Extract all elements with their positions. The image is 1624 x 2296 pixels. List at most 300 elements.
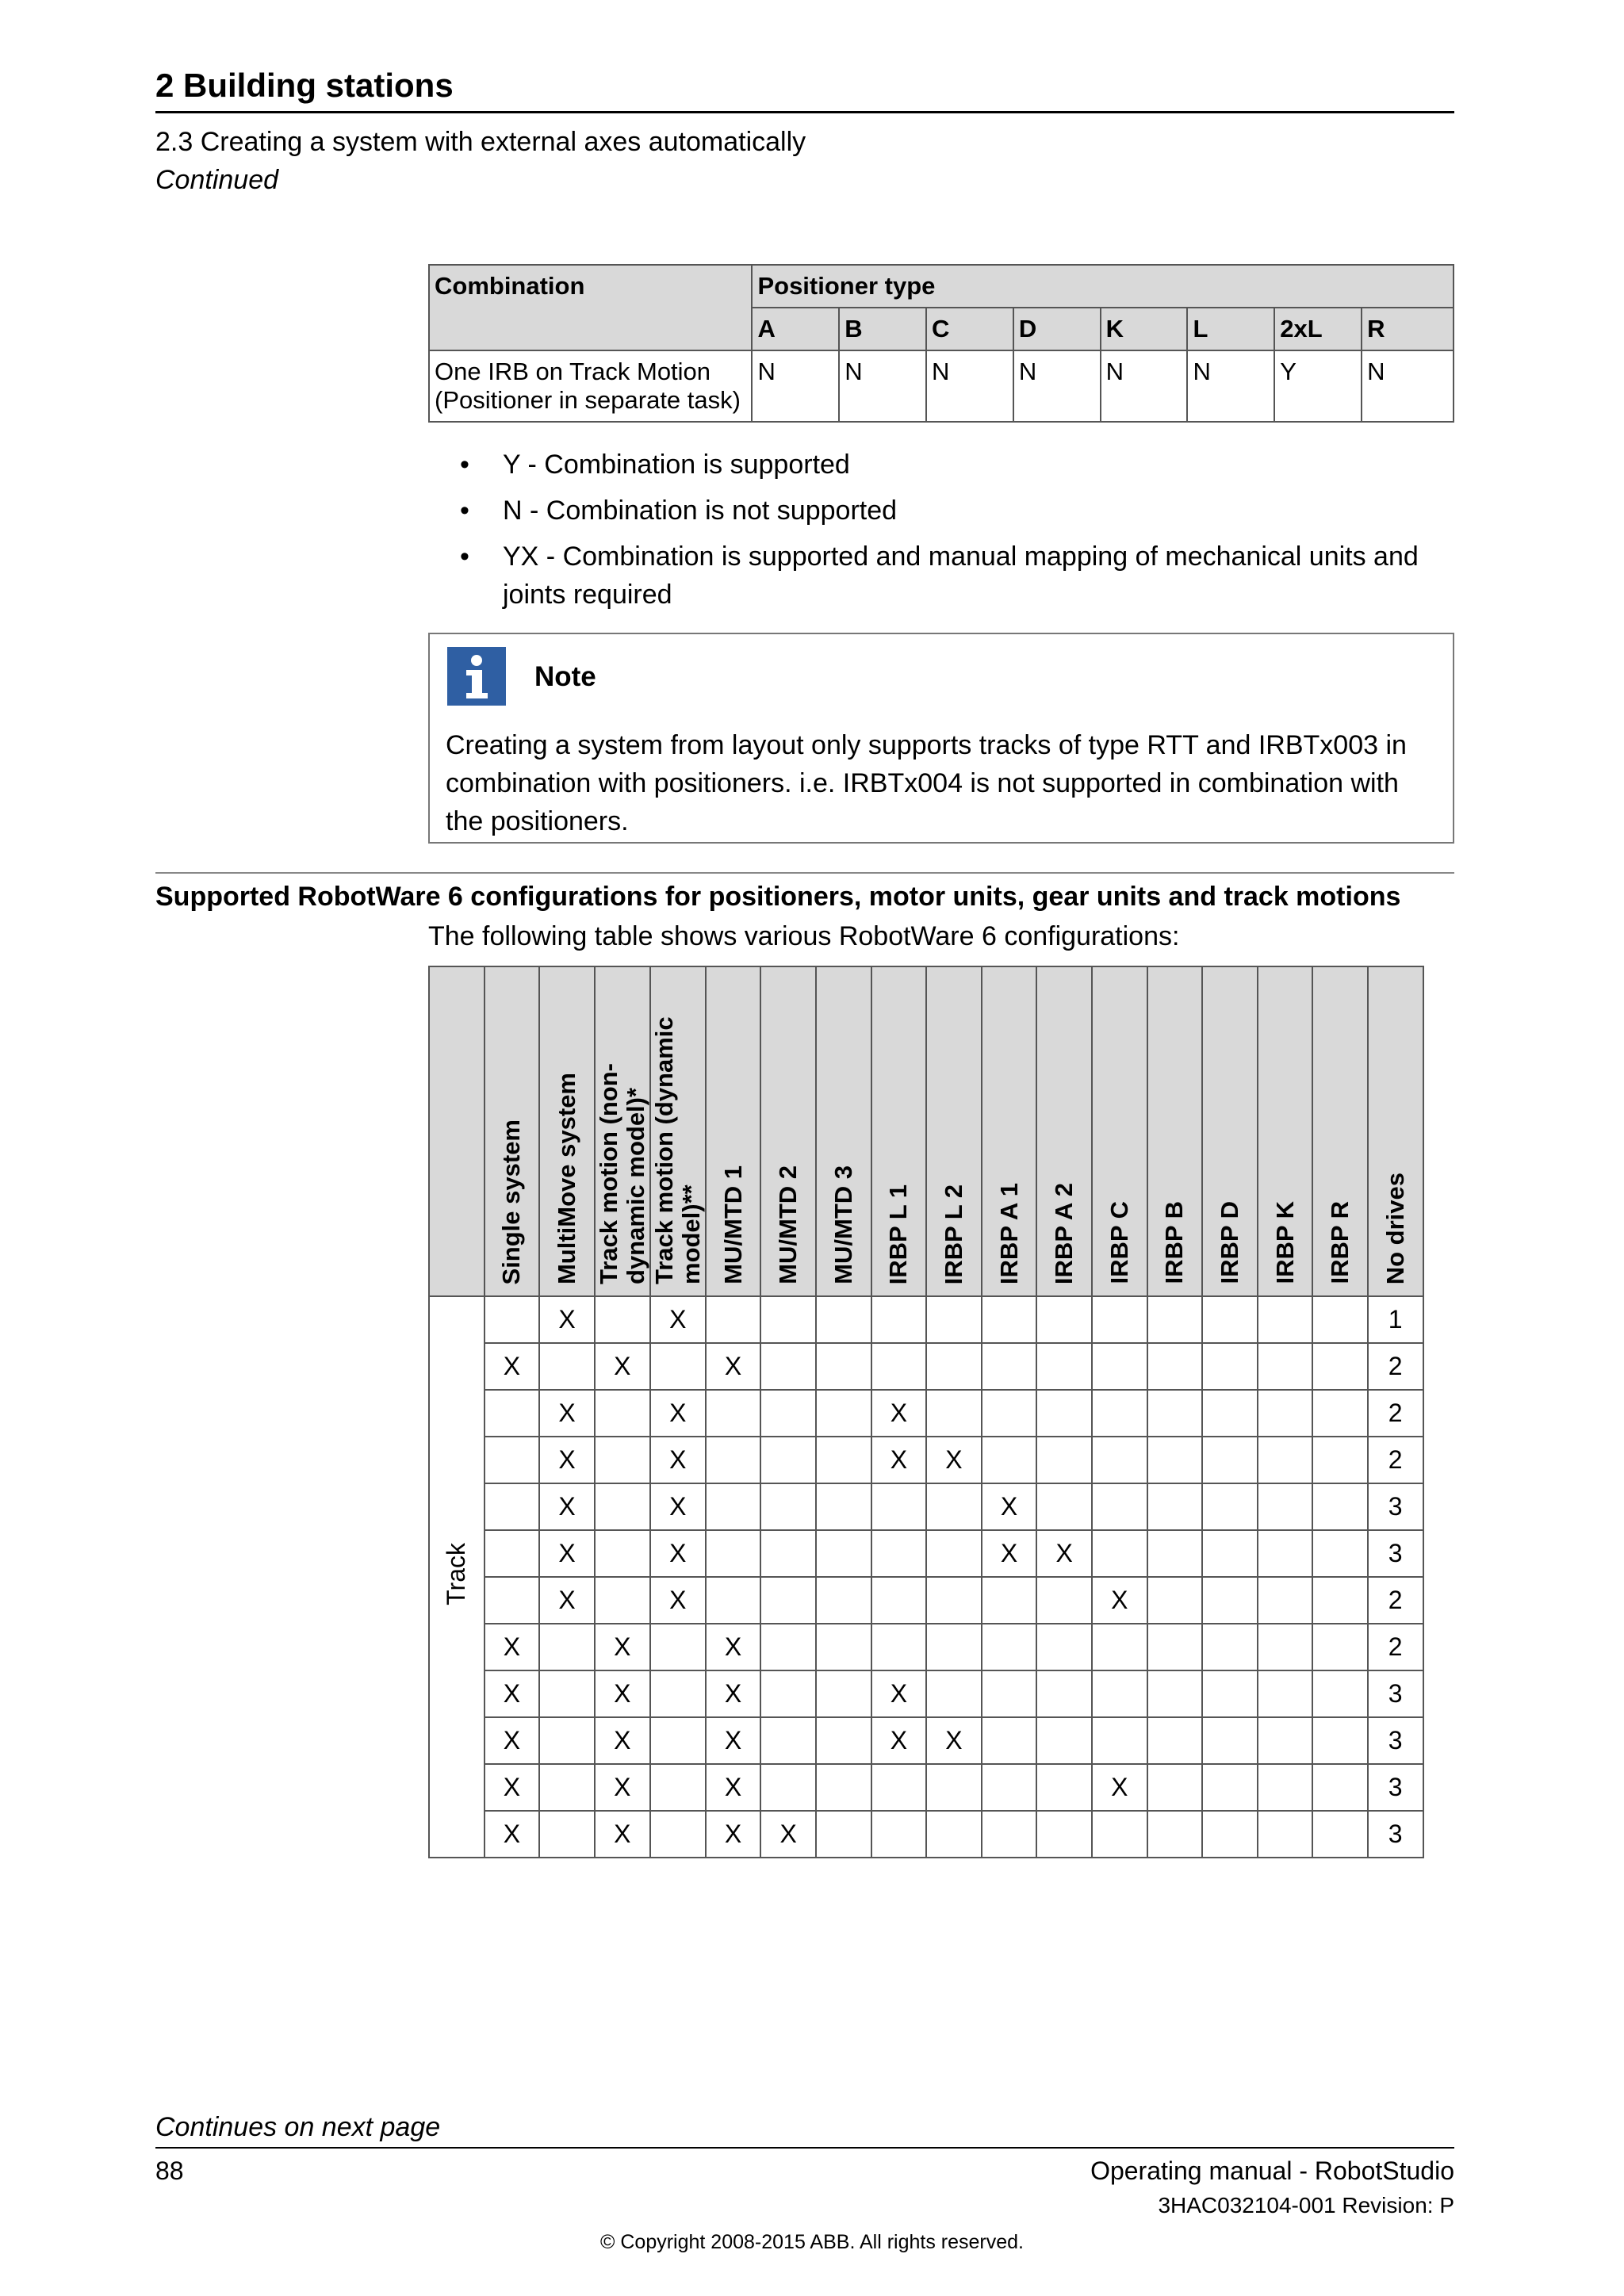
table-cell — [1147, 1577, 1203, 1624]
table-cell: 3 — [1368, 1483, 1423, 1530]
table-cell: Y — [1274, 350, 1362, 422]
table-cell — [1036, 1764, 1092, 1811]
table-cell — [1092, 1390, 1147, 1437]
table-cell — [926, 1577, 982, 1624]
table-cell — [485, 1530, 540, 1577]
table-cell — [926, 1530, 982, 1577]
column-header: L — [1187, 308, 1274, 350]
table-cell — [871, 1764, 927, 1811]
table-cell: X — [650, 1530, 706, 1577]
table-cell — [595, 1390, 650, 1437]
column-header — [816, 966, 871, 1296]
table-cell — [595, 1577, 650, 1624]
table-cell — [816, 1624, 871, 1670]
column-header — [650, 966, 706, 1296]
table-cell — [485, 1296, 540, 1343]
table-cell — [816, 1343, 871, 1390]
column-header — [1202, 966, 1258, 1296]
column-header: K — [1101, 308, 1188, 350]
table-cell — [1092, 1811, 1147, 1858]
copyright: © Copyright 2008-2015 ABB. All rights reserved. — [600, 2231, 1024, 2253]
table-cell — [1036, 1624, 1092, 1670]
table-cell — [650, 1670, 706, 1717]
table-cell — [595, 1483, 650, 1530]
table-cell — [871, 1577, 927, 1624]
table-cell: X — [1036, 1530, 1092, 1577]
table-cell — [760, 1530, 816, 1577]
table-cell — [1147, 1437, 1203, 1483]
table-cell — [485, 1390, 540, 1437]
table-cell: X — [982, 1530, 1037, 1577]
column-header — [595, 966, 650, 1296]
column-header-text: IRBP K — [1270, 1201, 1299, 1284]
column-header: R — [1362, 308, 1454, 350]
table-row — [429, 1296, 1423, 1343]
table-cell — [1036, 1296, 1092, 1343]
column-header — [1147, 966, 1203, 1296]
table-cell — [1202, 1670, 1258, 1717]
table-cell — [706, 1437, 761, 1483]
table-cell — [650, 1624, 706, 1670]
table-cell — [816, 1296, 871, 1343]
table-cell: X — [595, 1764, 650, 1811]
table-cell: 3 — [1368, 1811, 1423, 1858]
table-cell: X — [595, 1624, 650, 1670]
table-cell — [1258, 1624, 1313, 1670]
column-header-text: No drives — [1381, 1172, 1409, 1284]
table-cell: X — [706, 1670, 761, 1717]
table-cell: X — [871, 1437, 927, 1483]
table-cell — [650, 1811, 706, 1858]
table-cell — [982, 1624, 1037, 1670]
column-header — [926, 966, 982, 1296]
table-row — [429, 1343, 1423, 1390]
column-header: D — [1013, 308, 1101, 350]
table-cell — [926, 1296, 982, 1343]
table-cell — [982, 1437, 1037, 1483]
list-item-text: N - Combination is not supported — [503, 496, 898, 526]
row-label-line: One IRB on Track Motion — [435, 358, 711, 385]
table-cell: X — [1092, 1764, 1147, 1811]
group-label-cell — [429, 1296, 485, 1858]
table-cell — [1312, 1577, 1368, 1624]
table-cell: X — [539, 1437, 595, 1483]
table-cell — [539, 1624, 595, 1670]
table-cell: X — [926, 1437, 982, 1483]
column-header-text: IRBP L 1 — [884, 1184, 913, 1284]
table-cell — [982, 1577, 1037, 1624]
table-cell — [1147, 1296, 1203, 1343]
table-cell — [816, 1811, 871, 1858]
table-cell — [871, 1343, 927, 1390]
table-row — [429, 1437, 1423, 1483]
table-cell — [1036, 1483, 1092, 1530]
table-cell — [1147, 1811, 1203, 1858]
table-cell — [1147, 1624, 1203, 1670]
table-cell: X — [595, 1717, 650, 1764]
table-cell — [1092, 1530, 1147, 1577]
table-cell — [982, 1670, 1037, 1717]
bullet-icon: • — [460, 541, 469, 572]
table-cell — [650, 1764, 706, 1811]
column-header: B — [839, 308, 926, 350]
table-cell — [760, 1483, 816, 1530]
table-cell — [1202, 1717, 1258, 1764]
section-heading: Supported RobotWare 6 configurations for positioners, motor units, gear units and track motions — [155, 882, 1401, 912]
column-header-text: MU/MTD 3 — [829, 1165, 857, 1284]
column-header — [871, 966, 927, 1296]
page-number: 88 — [155, 2156, 184, 2185]
table-cell: X — [485, 1764, 540, 1811]
table-cell: X — [539, 1577, 595, 1624]
positioner-type-header: Positioner type — [752, 265, 1454, 308]
table-cell — [1202, 1343, 1258, 1390]
bullet-icon: • — [460, 450, 469, 480]
table-cell — [1202, 1296, 1258, 1343]
note-body: Creating a system from layout only supports tracks of type RTT and IRBTx003 in combination with positioners. i.e. IRBTx004 is not supported in combination with the positioners. — [446, 730, 1407, 836]
table-cell — [1092, 1483, 1147, 1530]
table-cell: 1 — [1368, 1296, 1423, 1343]
column-header: C — [926, 308, 1013, 350]
table-cell: X — [871, 1717, 927, 1764]
robotware-configuration-table — [428, 966, 1424, 1858]
table-cell — [926, 1343, 982, 1390]
column-header: 2xL — [1274, 308, 1362, 350]
table-cell: X — [539, 1483, 595, 1530]
table-cell — [760, 1343, 816, 1390]
table-cell — [539, 1764, 595, 1811]
table-cell: X — [485, 1343, 540, 1390]
column-header-text: IRBP A 2 — [1050, 1182, 1078, 1284]
table-cell — [871, 1296, 927, 1343]
table-cell — [1092, 1437, 1147, 1483]
table-row — [429, 1530, 1423, 1577]
column-header — [1092, 966, 1147, 1296]
table-cell: X — [650, 1577, 706, 1624]
table-cell — [982, 1343, 1037, 1390]
table-cell: N — [1362, 350, 1454, 422]
chapter-title: 2 Building stations — [155, 67, 454, 104]
column-header-text: MU/MTD 2 — [774, 1165, 802, 1284]
section-rule — [155, 872, 1454, 874]
column-header-text: IRBP A 1 — [994, 1182, 1023, 1284]
table-cell — [650, 1717, 706, 1764]
table-cell — [1258, 1296, 1313, 1343]
table-cell: X — [485, 1717, 540, 1764]
table-cell — [1202, 1483, 1258, 1530]
table-cell: X — [706, 1764, 761, 1811]
table-cell: 3 — [1368, 1670, 1423, 1717]
table-cell — [926, 1624, 982, 1670]
table-cell: 2 — [1368, 1343, 1423, 1390]
column-header: A — [752, 308, 839, 350]
row-label — [429, 350, 752, 422]
table-cell: X — [650, 1483, 706, 1530]
table-cell: 3 — [1368, 1717, 1423, 1764]
list-item-text: Y - Combination is supported — [503, 450, 850, 480]
table-cell — [1147, 1717, 1203, 1764]
table-cell — [816, 1764, 871, 1811]
table-cell — [595, 1296, 650, 1343]
continued-label: Continued — [155, 165, 279, 195]
table-cell — [1036, 1811, 1092, 1858]
table-row — [429, 350, 1454, 422]
table-cell — [706, 1530, 761, 1577]
table-cell — [926, 1764, 982, 1811]
table-cell — [1312, 1764, 1368, 1811]
table-cell — [816, 1577, 871, 1624]
table-cell — [1202, 1437, 1258, 1483]
table-cell: X — [706, 1624, 761, 1670]
table-cell: N — [926, 350, 1013, 422]
table-cell — [650, 1343, 706, 1390]
table-cell — [816, 1717, 871, 1764]
table-row — [429, 1483, 1423, 1530]
table-cell — [485, 1577, 540, 1624]
combination-header: Combination — [429, 265, 752, 350]
table-cell — [816, 1483, 871, 1530]
table-row — [429, 1577, 1423, 1624]
column-header-text: IRBP L 2 — [939, 1184, 967, 1284]
table-cell — [816, 1670, 871, 1717]
table-cell — [1258, 1764, 1313, 1811]
table-cell: X — [539, 1390, 595, 1437]
table-row — [429, 1811, 1423, 1858]
footer-rule — [155, 2147, 1454, 2149]
table-cell — [1036, 1717, 1092, 1764]
table-cell — [1202, 1390, 1258, 1437]
table-cell — [539, 1343, 595, 1390]
table-cell: X — [650, 1296, 706, 1343]
table-cell — [926, 1811, 982, 1858]
table-cell — [485, 1437, 540, 1483]
column-header-text: Track motion (dynamic model)** — [649, 1016, 705, 1284]
table-cell — [760, 1577, 816, 1624]
table-cell — [1092, 1717, 1147, 1764]
table-cell — [1147, 1390, 1203, 1437]
section-intro: The following table shows various RobotWare 6 configurations: — [428, 921, 1180, 951]
column-header — [982, 966, 1037, 1296]
table-cell — [706, 1483, 761, 1530]
table-cell — [760, 1717, 816, 1764]
table-cell — [485, 1483, 540, 1530]
list-item-text: YX - Combination is supported and manual mapping of mechanical units and joints required — [503, 541, 1419, 610]
column-header — [706, 966, 761, 1296]
bullet-icon: • — [460, 496, 469, 526]
info-icon — [447, 647, 506, 706]
table-cell: N — [839, 350, 926, 422]
table-cell: X — [485, 1670, 540, 1717]
column-header — [1312, 966, 1368, 1296]
continues-next-page: Continues on next page — [155, 2112, 441, 2142]
table-cell — [1312, 1530, 1368, 1577]
note-title: Note — [534, 661, 596, 692]
section-title: 2.3 Creating a system with external axes automatically — [155, 127, 806, 157]
table-cell — [595, 1437, 650, 1483]
table-cell: X — [595, 1811, 650, 1858]
table-cell: X — [650, 1437, 706, 1483]
table-row — [429, 1670, 1423, 1717]
table-cell — [1258, 1437, 1313, 1483]
table-cell — [1258, 1717, 1313, 1764]
table-cell — [982, 1717, 1037, 1764]
table-cell — [1202, 1811, 1258, 1858]
table-cell: X — [1092, 1577, 1147, 1624]
table-cell: X — [595, 1343, 650, 1390]
corner-header-cell — [429, 966, 485, 1296]
table-cell — [1258, 1530, 1313, 1577]
table-cell — [926, 1670, 982, 1717]
table-cell — [1312, 1437, 1368, 1483]
document-id: 3HAC032104-001 Revision: P — [1158, 2193, 1454, 2218]
column-header — [539, 966, 595, 1296]
column-header — [485, 966, 540, 1296]
table-cell: N — [1101, 350, 1188, 422]
table-cell — [760, 1296, 816, 1343]
table-cell — [982, 1296, 1037, 1343]
column-header-text: Single system — [497, 1119, 526, 1284]
table-cell — [871, 1530, 927, 1577]
table-cell: X — [539, 1530, 595, 1577]
table-cell: X — [539, 1296, 595, 1343]
table-cell — [1092, 1624, 1147, 1670]
table-cell — [706, 1390, 761, 1437]
table-cell — [1147, 1670, 1203, 1717]
table-cell: X — [485, 1811, 540, 1858]
table-cell — [816, 1390, 871, 1437]
table-cell: 2 — [1368, 1624, 1423, 1670]
table-cell — [816, 1437, 871, 1483]
table-cell — [760, 1437, 816, 1483]
table-cell — [760, 1670, 816, 1717]
table-cell: X — [706, 1717, 761, 1764]
column-header — [1258, 966, 1313, 1296]
table-cell — [539, 1811, 595, 1858]
table-cell — [706, 1296, 761, 1343]
table-cell: X — [871, 1390, 927, 1437]
legend-list — [460, 446, 1459, 622]
table-cell — [1312, 1483, 1368, 1530]
table-cell — [1312, 1390, 1368, 1437]
table-cell: 2 — [1368, 1577, 1423, 1624]
table-cell — [1202, 1530, 1258, 1577]
table-cell: N — [752, 350, 839, 422]
table-cell — [926, 1483, 982, 1530]
table-cell: 2 — [1368, 1437, 1423, 1483]
table-row — [429, 1390, 1423, 1437]
table-cell: N — [1187, 350, 1274, 422]
column-header — [1036, 966, 1092, 1296]
table-cell — [1312, 1296, 1368, 1343]
table-row — [429, 1717, 1423, 1764]
table-cell — [539, 1717, 595, 1764]
column-header — [760, 966, 816, 1296]
table-cell: 3 — [1368, 1764, 1423, 1811]
column-header-text: MU/MTD 1 — [718, 1165, 747, 1284]
table-cell: X — [706, 1811, 761, 1858]
table-cell — [595, 1530, 650, 1577]
table-cell — [1036, 1343, 1092, 1390]
table-cell — [760, 1390, 816, 1437]
column-header-text: IRBP C — [1105, 1201, 1133, 1284]
table-cell — [1147, 1530, 1203, 1577]
row-label-line: (Positioner in separate task) — [435, 386, 741, 414]
positioner-combination-table — [428, 264, 1454, 423]
column-header-text: IRBP D — [1215, 1201, 1243, 1284]
table-cell — [926, 1390, 982, 1437]
group-label: Track — [442, 1542, 471, 1605]
table-cell — [760, 1764, 816, 1811]
table-cell: X — [650, 1390, 706, 1437]
table-cell: 3 — [1368, 1530, 1423, 1577]
table-cell — [982, 1390, 1037, 1437]
table-cell: X — [706, 1343, 761, 1390]
table-cell — [1258, 1670, 1313, 1717]
table-cell — [1202, 1577, 1258, 1624]
note-box — [428, 633, 1454, 844]
column-header — [1368, 966, 1423, 1296]
table-cell — [1312, 1624, 1368, 1670]
table-row — [429, 1624, 1423, 1670]
table-cell: X — [760, 1811, 816, 1858]
table-cell — [982, 1764, 1037, 1811]
table-cell — [1258, 1483, 1313, 1530]
table-cell — [816, 1530, 871, 1577]
table-cell — [1312, 1811, 1368, 1858]
table-cell: X — [595, 1670, 650, 1717]
table-cell — [871, 1483, 927, 1530]
table-cell — [539, 1670, 595, 1717]
table-cell — [1258, 1343, 1313, 1390]
table-cell — [1036, 1577, 1092, 1624]
table-cell — [1147, 1343, 1203, 1390]
table-cell — [1312, 1670, 1368, 1717]
table-cell — [1036, 1670, 1092, 1717]
table-cell — [760, 1624, 816, 1670]
table-cell — [1258, 1390, 1313, 1437]
table-cell — [982, 1811, 1037, 1858]
table-cell: X — [871, 1670, 927, 1717]
list-item — [460, 492, 1459, 530]
table-cell — [1092, 1670, 1147, 1717]
table-cell — [1202, 1764, 1258, 1811]
table-row — [429, 1764, 1423, 1811]
table-cell — [1147, 1483, 1203, 1530]
table-cell — [1258, 1811, 1313, 1858]
table-cell — [871, 1624, 927, 1670]
table-cell — [1312, 1343, 1368, 1390]
table-cell — [1202, 1624, 1258, 1670]
table-cell — [1092, 1343, 1147, 1390]
table-cell: X — [982, 1483, 1037, 1530]
table-cell — [871, 1811, 927, 1858]
table-cell — [1258, 1577, 1313, 1624]
list-item — [460, 446, 1459, 484]
column-header-text: IRBP B — [1160, 1201, 1189, 1284]
table-cell — [706, 1577, 761, 1624]
table-cell — [1147, 1764, 1203, 1811]
list-item — [460, 538, 1459, 614]
table-cell: N — [1013, 350, 1101, 422]
table-cell: X — [485, 1624, 540, 1670]
table-cell — [1092, 1296, 1147, 1343]
header-rule — [155, 111, 1454, 113]
column-header-text: Track motion (non-dynamic model)* — [594, 1063, 649, 1284]
column-header-text: IRBP R — [1326, 1201, 1354, 1284]
table-cell: 2 — [1368, 1390, 1423, 1437]
table-cell: X — [926, 1717, 982, 1764]
table-cell — [1036, 1390, 1092, 1437]
